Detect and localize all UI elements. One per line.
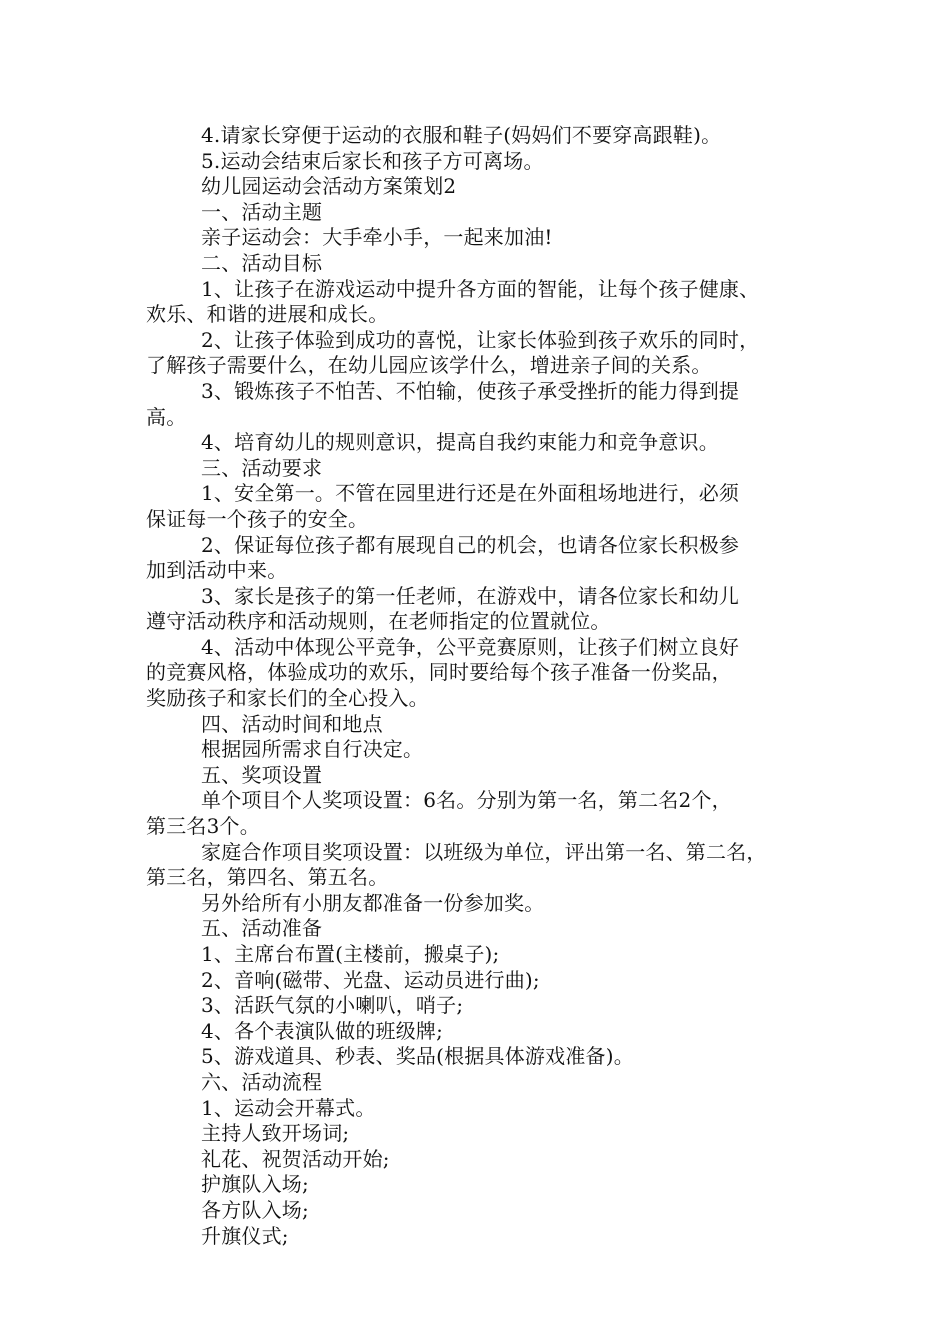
section-heading: 三、活动要求 <box>201 455 323 480</box>
text-line: 4、培育幼儿的规则意识，提高自我约束能力和竞争意识。 <box>201 430 719 455</box>
text-line: 根据园所需求自行决定。 <box>201 737 424 762</box>
text-line: 高。 <box>146 404 187 429</box>
list-item: 1、主席台布置(主楼前，搬桌子); <box>201 942 500 966</box>
text-line: 了解孩子需要什么，在幼儿园应该学什么，增进亲子间的关系。 <box>146 353 712 378</box>
text-line: 1、安全第一。不管在园里进行还是在外面租场地进行，必须 <box>201 481 740 506</box>
text-line: 遵守活动秩序和活动规则，在老师指定的位置就位。 <box>146 609 611 634</box>
section-heading: 二、活动目标 <box>201 250 323 275</box>
text-line: 单个项目个人奖项设置：6名。分别为第一名，第二名2个， <box>201 788 732 813</box>
list-item: 护旗队入场; <box>201 1172 309 1197</box>
list-item: 4、各个表演队做的班级牌; <box>201 1018 444 1043</box>
list-item: 主持人致开场词; <box>201 1121 350 1146</box>
text-line: 5.运动会结束后家长和孩子方可离场。 <box>201 148 544 173</box>
list-item: 2、音响(磁带、光盘、运动员进行曲); <box>201 967 540 992</box>
text-line: 的竞赛风格，体验成功的欢乐，同时要给每个孩子准备一份奖品， <box>146 660 732 685</box>
text-line: 3、家长是孩子的第一任老师，在游戏中，请各位家长和幼儿 <box>201 583 740 608</box>
section-title: 幼儿园运动会活动方案策划2 <box>201 174 457 199</box>
section-heading: 五、活动准备 <box>201 916 323 941</box>
list-item: 1、运动会开幕式。 <box>201 1095 376 1120</box>
text-line: 第三名3个。 <box>146 814 260 839</box>
text-line: 加到活动中来。 <box>146 558 288 583</box>
list-item: 礼花、祝贺活动开始; <box>201 1146 390 1171</box>
list-item: 5、游戏道具、秒表、奖品(根据具体游戏准备)。 <box>201 1044 634 1069</box>
document-page <box>146 123 826 1249</box>
list-item: 升旗仪式; <box>201 1223 289 1248</box>
text-line: 1、让孩子在游戏运动中提升各方面的智能，让每个孩子健康、 <box>201 276 760 301</box>
text-line: 4.请家长穿便于运动的衣服和鞋子(妈妈们不要穿高跟鞋)。 <box>201 123 722 147</box>
list-item: 3、活跃气氛的小喇叭，哨子; <box>201 993 464 1018</box>
section-heading: 六、活动流程 <box>201 1069 323 1094</box>
text-line: 奖励孩子和家长们的全心投入。 <box>146 686 429 711</box>
section-heading: 五、奖项设置 <box>201 762 323 787</box>
text-line: 欢乐、和谐的进展和成长。 <box>146 302 389 327</box>
text-line: 第三名，第四名、第五名。 <box>146 865 389 890</box>
text-line: 亲子运动会：大手牵小手，一起来加油! <box>201 225 553 250</box>
list-item: 各方队入场; <box>201 1197 309 1222</box>
text-line: 另外给所有小朋友都准备一份参加奖。 <box>201 890 545 915</box>
section-heading: 一、活动主题 <box>201 199 323 224</box>
section-heading: 四、活动时间和地点 <box>201 711 383 736</box>
text-line: 3、锻炼孩子不怕苦、不怕输，使孩子承受挫折的能力得到提 <box>201 378 740 403</box>
text-line: 4、活动中体现公平竞争，公平竞赛原则，让孩子们树立良好 <box>201 634 740 659</box>
text-line: 2、让孩子体验到成功的喜悦，让家长体验到孩子欢乐的同时， <box>201 327 760 352</box>
text-line: 2、保证每位孩子都有展现自己的机会，也请各位家长积极参 <box>201 532 740 557</box>
text-line: 保证每一个孩子的安全。 <box>146 506 369 531</box>
text-line: 家庭合作项目奖项设置：以班级为单位，评出第一名、第二名， <box>201 839 767 864</box>
